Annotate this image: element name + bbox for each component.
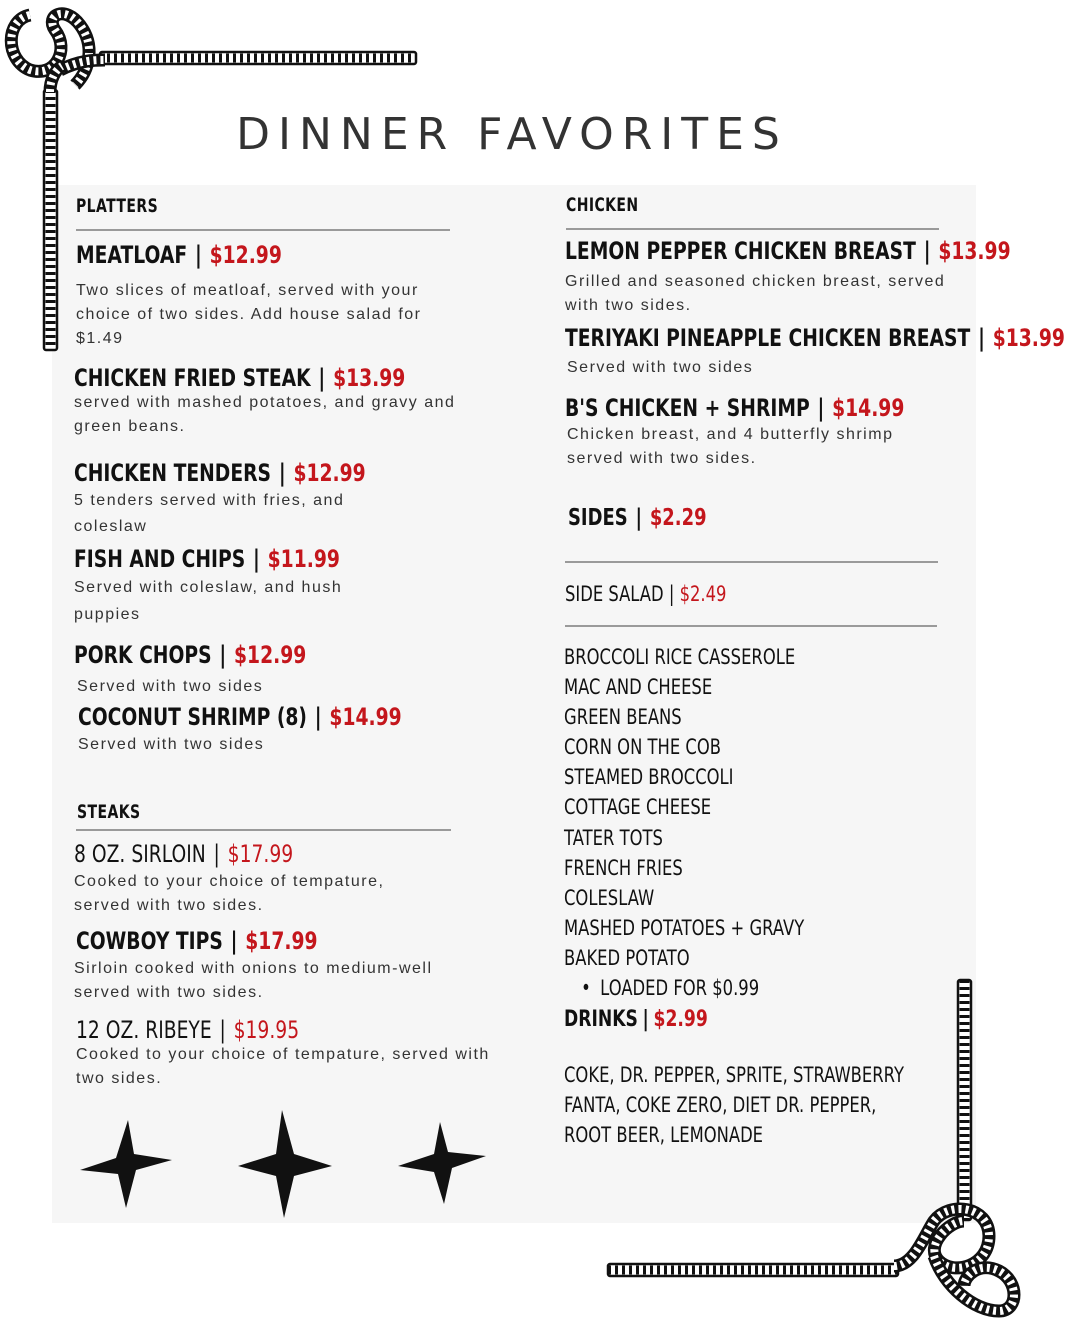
list-item: STEAMED BROCCOLI [564, 765, 734, 790]
steaks-heading: STEAKS [77, 801, 141, 823]
menu-item-title: COWBOY TIPS | $17.99 [76, 927, 318, 955]
side-salad-title: SIDE SALAD | $2.49 [565, 582, 727, 606]
menu-item-description: Served with two sides [78, 736, 265, 753]
menu-item-description: Served with two sides [567, 359, 754, 376]
menu-item-title: CHICKEN FRIED STEAK | $13.99 [74, 364, 406, 392]
list-item: COTTAGE CHEESE [564, 795, 712, 820]
menu-item-description: served with mashed potatoes, and gravy and green beans. [74, 394, 456, 435]
chicken-heading: CHICKEN [566, 194, 639, 216]
menu-item-title: FISH AND CHIPS | $11.99 [74, 545, 340, 573]
menu-item-title: MEATLOAF | $12.99 [76, 241, 282, 269]
list-item: • LOADED FOR $0.99 [581, 976, 760, 1001]
star-icon [238, 1110, 334, 1220]
divider [565, 625, 937, 627]
sides-list [564, 642, 872, 1003]
list-item: GREEN BEANS [564, 705, 682, 730]
divider [565, 561, 938, 563]
menu-item-description: Grilled and seasoned chicken breast, served with two sides. [565, 273, 946, 314]
list-item: CORN ON THE COB [564, 735, 721, 760]
menu-item-description: Served with two sides [77, 678, 264, 695]
drinks-title: DRINKS | $2.99 [564, 1007, 708, 1032]
list-item: MASHED POTATOES + GRAVY [564, 915, 805, 940]
star-icon [78, 1120, 174, 1210]
menu-item-title: PORK CHOPS | $12.99 [74, 641, 307, 669]
list-item: TATER TOTS [564, 825, 663, 850]
list-item: FRENCH FRIES [564, 855, 683, 880]
star-icon [396, 1122, 492, 1206]
menu-item-description: Chicken breast, and 4 butterfly shrimp served with two sides. [567, 426, 894, 467]
menu-item-title: CHICKEN TENDERS | $12.99 [74, 459, 366, 487]
menu-item-title: 8 OZ. SIRLOIN | $17.99 [74, 840, 294, 868]
menu-item-description: Two slices of meatloaf, served with your choice of two sides. Add house salad for $1.49 [76, 282, 422, 347]
menu-item-description: Sirloin cooked with onions to medium-well served with two sides. [74, 960, 433, 1001]
drinks-list: COKE, DR. PEPPER, SPRITE, STRAWBERRY FANTA, COKE ZERO, DIET DR. PEPPER, ROOT BEER, LEMONADE [564, 1063, 904, 1147]
menu-item-description: Served with coleslaw, and hush puppies [74, 579, 343, 623]
list-item: MAC AND CHEESE [564, 675, 713, 700]
list-item: BROCCOLI RICE CASSEROLE [564, 645, 796, 669]
divider [566, 228, 939, 230]
menu-item-description: 5 tenders served with fries, and coleslaw [74, 492, 345, 535]
divider [76, 229, 450, 231]
menu-item-description: Cooked to your choice of tempature, served with two sides. [76, 1046, 490, 1087]
list-item: COLESLAW [564, 885, 655, 910]
menu-item-title: 12 OZ. RIBEYE | $19.95 [76, 1016, 300, 1044]
menu-item-title: B'S CHICKEN + SHRIMP | $14.99 [565, 394, 905, 422]
page-title: DINNER FAVORITES [236, 109, 788, 161]
sides-title: SIDES | $2.29 [568, 505, 707, 531]
divider [76, 829, 451, 831]
menu-item-title: TERIYAKI PINEAPPLE CHICKEN BREAST | $13.99 [565, 324, 1065, 352]
menu-item-title: COCONUT SHRIMP (8) | $14.99 [78, 703, 402, 731]
menu-item-description: Cooked to your choice of tempature, served with two sides. [74, 873, 385, 914]
list-item: BAKED POTATO [564, 945, 690, 970]
platters-heading: PLATTERS [76, 195, 159, 217]
menu-item-title: LEMON PEPPER CHICKEN BREAST | $13.99 [565, 237, 1011, 265]
bullet-icon: • [581, 976, 591, 1001]
